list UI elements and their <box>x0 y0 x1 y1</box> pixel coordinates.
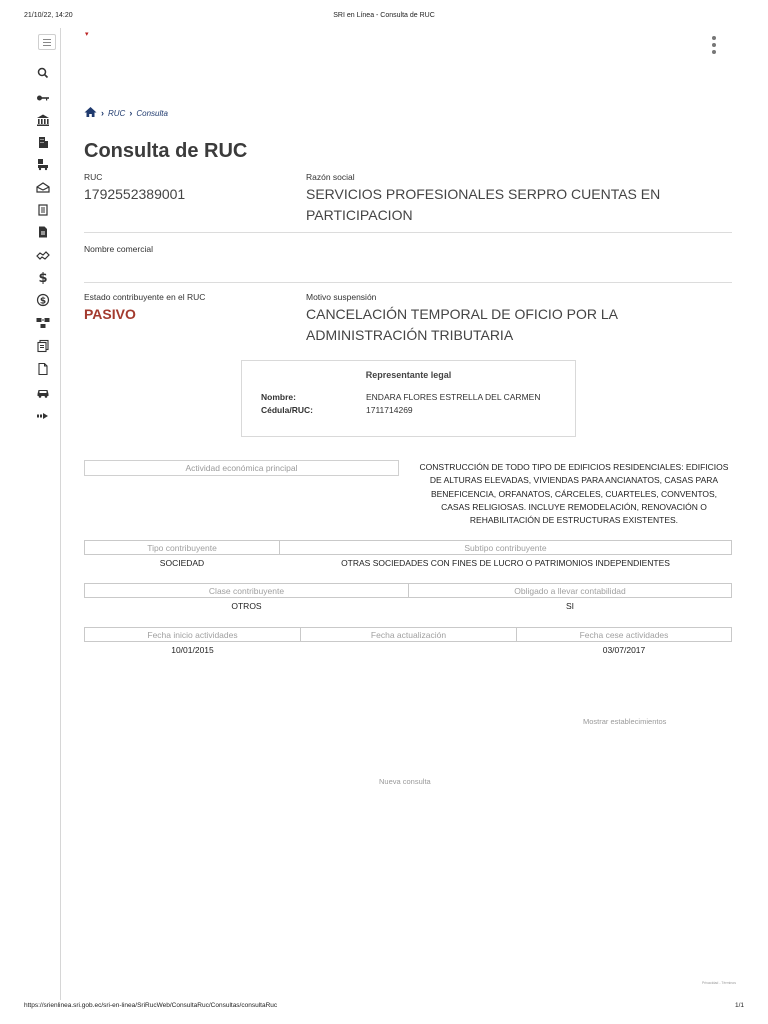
estado-label: Estado contribuyente en el RUC <box>84 292 206 302</box>
dropdown-marker: ▾ <box>85 31 89 38</box>
transfer-icon[interactable] <box>32 315 54 331</box>
print-page-title: SRI en Línea - Consulta de RUC <box>333 12 435 19</box>
more-options-icon[interactable] <box>711 36 717 56</box>
motivo-value-line1: CANCELACIÓN TEMPORAL DE OFICIO POR LA <box>306 306 618 322</box>
divider <box>84 282 732 283</box>
building-icon[interactable] <box>32 134 54 150</box>
rep-nombre-value: ENDARA FLORES ESTRELLA DEL CARMEN <box>366 392 541 402</box>
table-cell: 03/07/2017 <box>602 645 646 655</box>
table-header: Fecha inicio actividades <box>85 628 301 642</box>
actividad-line: DE ALTURAS ELEVADAS, VIVIENDAS PARA ANCIANATOS, CASAS PARA <box>429 475 719 486</box>
razon-social-value-line1: SERVICIOS PROFESIONALES SERPRO CUENTAS EN <box>306 186 661 202</box>
table-cell: SOCIEDAD <box>159 558 205 568</box>
page-icon[interactable] <box>32 361 54 377</box>
table-header: Fecha actualización <box>301 628 517 642</box>
sidebar <box>24 28 61 1000</box>
print-page-number: 1/1 <box>735 1002 745 1009</box>
hamburger-menu-button[interactable] <box>38 34 56 50</box>
actividad-value <box>416 461 732 527</box>
car-icon[interactable] <box>32 384 54 400</box>
motivo-label: Motivo suspensión <box>306 292 377 302</box>
dollar-circle-icon[interactable] <box>32 292 54 308</box>
breadcrumb <box>84 106 168 120</box>
home-icon[interactable] <box>84 106 97 120</box>
chevron-right-icon: › <box>129 108 133 118</box>
mail-tray-icon[interactable] <box>32 179 54 195</box>
actividad-line: CASAS RELIGIOSAS. INCLUYE REMODELACIÓN, RENOVACIÓN O <box>441 501 707 512</box>
estado-value: PASIVO <box>84 306 136 322</box>
representante-legal-card <box>241 360 576 437</box>
actividad-line: BENEFICENCIA, ORFANATOS, CÁRCELES, CUARTELES, CONVENTOS, <box>430 488 718 499</box>
forms-icon[interactable] <box>32 338 54 354</box>
representante-title: Representante legal <box>365 370 452 380</box>
actividad-line: CONSTRUCCIÓN DE TODO TIPO DE EDIFICIOS RESIDENCIALES: EDIFICIOS <box>419 462 729 472</box>
table-cell: 10/01/2015 <box>171 645 214 655</box>
divider <box>84 232 732 233</box>
breadcrumb-ruc[interactable]: RUC <box>108 108 126 118</box>
ruc-value: 1792552389001 <box>84 186 186 202</box>
table-header: Fecha cese actividades <box>517 628 732 642</box>
motivo-value-line2: ADMINISTRACIÓN TRIBUTARIA <box>306 327 514 343</box>
rep-nombre-label: Nombre: <box>261 392 296 402</box>
breadcrumb-consulta[interactable]: Consulta <box>136 108 168 118</box>
print-footer-url: https://srienlinea.sri.gob.ec/sri-en-linea/SriRucWeb/ConsultaRuc/Consultas/consultaRuc <box>24 1002 278 1009</box>
nombre-comercial-label: Nombre comercial <box>84 244 153 254</box>
rep-cedula-label: Cédula/RUC: <box>261 405 313 415</box>
nueva-consulta-button[interactable]: Nueva consulta <box>379 777 431 786</box>
file-icon[interactable] <box>32 224 54 240</box>
table-cell: SI <box>565 601 575 611</box>
svg-text:$: $ <box>38 271 48 284</box>
table-cell: OTROS <box>231 601 262 611</box>
institution-icon[interactable] <box>32 112 54 128</box>
search-icon[interactable] <box>32 65 54 81</box>
handshake-icon[interactable] <box>32 247 54 263</box>
privacy-terms-text[interactable]: Privacidad - Términos <box>702 981 736 985</box>
table-header: Tipo contribuyente <box>85 541 280 555</box>
print-datetime: 21/10/22, 14:20 <box>24 12 73 19</box>
vehicle-tax-icon[interactable] <box>32 156 54 172</box>
chevron-right-icon: › <box>101 108 104 118</box>
dollar-icon[interactable] <box>32 269 54 285</box>
exit-icon[interactable] <box>32 408 54 424</box>
table-cell <box>301 642 517 659</box>
table-header: Obligado a llevar contabilidad <box>409 584 732 598</box>
page-title: Consulta de RUC <box>84 140 248 162</box>
table-header: Subtipo contribuyente <box>280 541 732 555</box>
razon-social-value-line2: PARTICIPACION <box>306 207 413 223</box>
mostrar-establecimientos-button[interactable]: Mostrar establecimientos <box>583 717 667 726</box>
svg-text:$: $ <box>39 296 47 307</box>
key-icon[interactable] <box>32 90 54 106</box>
table-cell: OTRAS SOCIEDADES CON FINES DE LUCRO O PATRIMONIOS INDEPENDIENTES <box>341 558 670 568</box>
tipo-contribuyente-table <box>84 540 732 571</box>
table-header: Clase contribuyente <box>85 584 409 598</box>
clase-contribuyente-table <box>84 583 732 614</box>
fechas-table <box>84 627 732 658</box>
razon-social-label: Razón social <box>306 172 355 182</box>
actividad-line: REHABILITACIÓN DE ESTRUCTURAS EXISTENTES. <box>469 515 679 526</box>
actividad-header: Actividad económica principal <box>84 460 399 476</box>
ruc-label: RUC <box>84 172 103 182</box>
documents-icon[interactable] <box>32 202 54 218</box>
rep-cedula-value: 1711714269 <box>366 405 413 415</box>
